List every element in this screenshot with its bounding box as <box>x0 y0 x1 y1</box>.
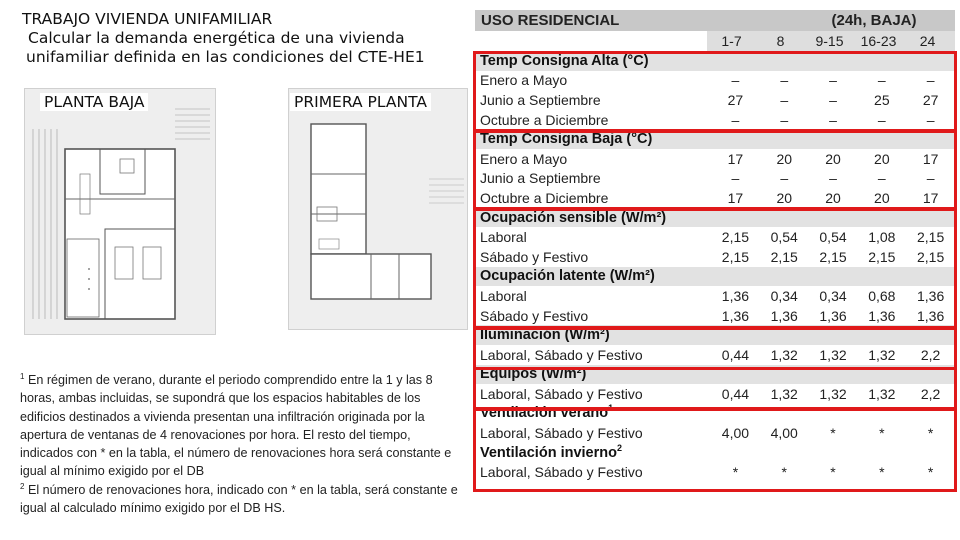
table-cell: 0,44 <box>721 346 750 363</box>
table-cell: 27 <box>727 91 744 108</box>
table-cell: – <box>926 170 935 187</box>
label-text: Enero a Mayo <box>480 72 568 89</box>
table-cell: 2,15 <box>770 248 798 265</box>
table-cell: * <box>879 425 885 442</box>
table-row <box>475 423 955 443</box>
table-cell: * <box>927 464 934 481</box>
table-cell: – <box>926 72 935 89</box>
table-cell: 1,32 <box>770 385 798 402</box>
footnote-1 <box>20 371 465 481</box>
table-cell: 20 <box>874 150 890 167</box>
table-cell: 0,34 <box>770 287 798 304</box>
table-cell: 1,36 <box>916 307 945 324</box>
first-floor-plan <box>288 88 468 330</box>
table-cell: * <box>781 464 787 481</box>
label-text: Ventilación verano <box>480 405 609 422</box>
label-text: Laboral <box>480 287 527 304</box>
table-cell: 25 <box>874 91 890 108</box>
label-text: Laboral, Sábado y Festivo <box>480 346 643 363</box>
section-label <box>475 53 711 69</box>
table-cell: 20 <box>825 189 841 206</box>
label-text: Temp Consigna Baja (°C) <box>480 131 653 148</box>
footnote-1-mark: 1 <box>20 371 25 381</box>
label-text: Octubre a Diciembre <box>480 189 609 206</box>
label-text: Ocupación latente (W/m²) <box>480 268 655 285</box>
usage-schedule-table <box>475 10 955 482</box>
table-row <box>475 306 955 326</box>
table-cell: 1,32 <box>819 346 847 363</box>
section-label <box>475 210 711 226</box>
table-cell: – <box>877 111 886 128</box>
table-cell: 20 <box>874 189 890 206</box>
table-row <box>475 227 955 247</box>
label-text: Equipos (W/m²) <box>480 366 587 383</box>
table-cell: 0,54 <box>819 229 847 246</box>
row-label <box>475 151 711 167</box>
use-label: USO RESIDENCIAL <box>481 12 620 29</box>
section-label <box>475 268 711 284</box>
label-text: Junio a Septiembre <box>480 170 601 187</box>
section-label <box>475 442 711 461</box>
table-cell: – <box>926 111 935 128</box>
label-text: Enero a Mayo <box>480 150 568 167</box>
table-cell: 1,36 <box>770 307 798 324</box>
footnote-ref: 2 <box>616 442 622 453</box>
footnote-ref: 1 <box>608 403 614 414</box>
section-label <box>475 405 711 421</box>
label-text: Laboral, Sábado y Festivo <box>480 464 643 481</box>
table-row <box>475 345 955 365</box>
table-cell: – <box>829 111 837 128</box>
table-cell: – <box>731 72 740 89</box>
section-label <box>475 327 711 343</box>
row-label <box>475 170 711 186</box>
table-cell: 1,36 <box>868 307 896 324</box>
table-cell: 1,36 <box>721 307 750 324</box>
table-cell: 17 <box>922 150 939 167</box>
table-cell: 17 <box>727 189 744 206</box>
table-section-row <box>475 129 955 149</box>
first-floor-label: PRIMERA PLANTA <box>290 93 431 111</box>
table-row <box>475 247 955 267</box>
section-label <box>475 131 711 147</box>
table-cell: 0,44 <box>721 385 750 402</box>
table-section-row <box>475 325 955 345</box>
table-cell: 20 <box>776 189 793 206</box>
table-cell: – <box>877 72 886 89</box>
table-cell: 1,36 <box>721 287 750 304</box>
table-cell: * <box>927 425 934 442</box>
table-cell: 2,2 <box>920 385 941 402</box>
row-label <box>475 229 711 245</box>
table-row <box>475 462 955 482</box>
label-text: Laboral <box>480 229 527 246</box>
row-label <box>475 308 711 324</box>
table-cell: – <box>780 170 789 187</box>
table-section-row <box>475 365 955 385</box>
table-cell: – <box>780 91 789 108</box>
label-text: Ventilación invierno <box>480 444 617 461</box>
table-row <box>475 384 955 404</box>
section-label <box>475 366 711 382</box>
table-cell: 2,15 <box>868 248 896 265</box>
table-cell: – <box>780 111 789 128</box>
hour-column-header: 8 <box>776 33 785 49</box>
table-cell: * <box>879 464 885 481</box>
footnotes <box>20 371 465 517</box>
table-cell: – <box>731 170 740 187</box>
assignment-title <box>22 10 462 67</box>
table-row <box>475 149 955 169</box>
table-cell: 1,08 <box>868 229 896 246</box>
table-body <box>475 51 955 482</box>
table-cell: 2,15 <box>916 229 945 246</box>
row-label <box>475 249 711 265</box>
table-cell: 2,15 <box>721 248 750 265</box>
row-label <box>475 112 711 128</box>
footnote-1-text: En régimen de verano, durante el periodo comprendido entre la 1 y las 8 horas, ambas incluidas, se supondrá que los espacios habitables de los edificios destinados a vivienda presentan una infiltración originada por la apertura de ventanas de 4 renovaciones por hora. El resto del tiempo, indicados con * en la tabla, el número de renovaciones hora será constante e igual al mínimo exigido por el DB <box>20 373 452 479</box>
row-label <box>475 72 711 88</box>
table-cell: – <box>829 170 837 187</box>
regime-label: (24h, BAJA) <box>831 12 917 29</box>
table-cell: 20 <box>825 150 841 167</box>
table-cell: 27 <box>922 91 939 108</box>
table-cell: 1,32 <box>868 385 896 402</box>
table-cell: – <box>829 91 837 108</box>
table-row <box>475 90 955 110</box>
table-cell: 2,15 <box>916 248 945 265</box>
table-cell: 2,15 <box>819 248 847 265</box>
table-cell: 1,36 <box>916 287 945 304</box>
row-label <box>475 190 711 206</box>
ground-floor-plan <box>24 88 216 335</box>
table-row <box>475 71 955 91</box>
hour-column-header: 9-15 <box>815 33 844 49</box>
label-text: Iluminación (W/m²) <box>480 327 610 344</box>
label-text: Laboral, Sábado y Festivo <box>480 425 643 442</box>
table-cell: * <box>830 425 836 442</box>
title-line-1: TRABAJO VIVIENDA UNIFAMILIAR <box>22 10 273 28</box>
footnote-2 <box>20 481 465 518</box>
table-section-row <box>475 267 955 287</box>
table-cell: 1,36 <box>819 307 847 324</box>
table-cell: * <box>732 464 739 481</box>
table-row <box>475 188 955 208</box>
row-label <box>475 92 711 108</box>
table-cell: – <box>780 72 789 89</box>
table-cell: 1,32 <box>868 346 896 363</box>
table-cell: 2,2 <box>920 346 941 363</box>
row-label <box>475 464 711 480</box>
footnote-2-mark: 2 <box>20 481 25 491</box>
ground-floor-label: PLANTA BAJA <box>40 93 148 111</box>
label-text: Laboral, Sábado y Festivo <box>480 385 643 402</box>
footnote-2-text: El número de renovaciones hora, indicado con * en la tabla, será constante e igual al calculado mínimo exigido por el DB HS. <box>20 482 458 516</box>
label-text: Octubre a Diciembre <box>480 111 609 128</box>
table-cell: 17 <box>727 150 744 167</box>
row-label <box>475 425 711 441</box>
row-label <box>475 347 711 363</box>
table-row <box>475 169 955 189</box>
table-cell: 0,68 <box>868 287 896 304</box>
table-cell: – <box>877 170 886 187</box>
row-label <box>475 386 711 402</box>
title-line-2: Calcular la demanda energética de una vivienda <box>28 29 405 47</box>
table-cell: 0,34 <box>819 287 847 304</box>
label-text: Sábado y Festivo <box>480 248 589 265</box>
table-section-row <box>475 208 955 228</box>
table-cell: 4,00 <box>770 425 798 442</box>
table-row <box>475 110 955 130</box>
table-cell: 2,15 <box>721 229 750 246</box>
row-label <box>475 288 711 304</box>
table-cell: 4,00 <box>721 425 750 442</box>
table-section-row <box>475 51 955 71</box>
title-line-3: unifamiliar definida en las condiciones del CTE-HE1 <box>26 48 425 66</box>
table-cell: 0,54 <box>770 229 798 246</box>
table-cell: – <box>829 72 837 89</box>
table-cell: – <box>731 111 740 128</box>
table-header <box>475 10 955 31</box>
table-row <box>475 286 955 306</box>
table-section-row <box>475 443 955 463</box>
table-cell: 1,32 <box>770 346 798 363</box>
table-cell: 1,32 <box>819 385 847 402</box>
table-cell: 17 <box>922 189 939 206</box>
hour-column-header: 24 <box>919 33 936 49</box>
hours-header <box>707 31 955 51</box>
table-cell: * <box>830 464 836 481</box>
label-text: Ocupación sensible (W/m²) <box>480 209 667 226</box>
label-text: Sábado y Festivo <box>480 307 589 324</box>
hour-column-header: 16-23 <box>860 33 897 49</box>
label-text: Junio a Septiembre <box>480 91 601 108</box>
label-text: Temp Consigna Alta (°C) <box>480 52 649 69</box>
table-cell: 20 <box>776 150 793 167</box>
hour-column-header: 1-7 <box>721 33 742 49</box>
table-section-row <box>475 404 955 424</box>
